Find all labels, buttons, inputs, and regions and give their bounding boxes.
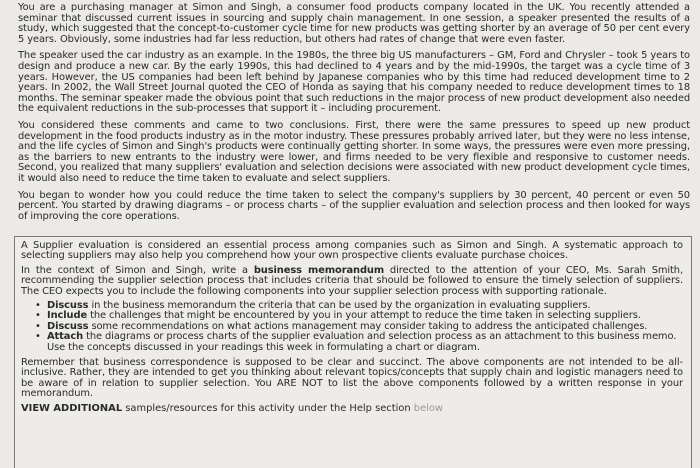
bullet-lead: Discuss bbox=[47, 320, 89, 332]
view-additional-text: samples/resources for this activity under the Help section bbox=[122, 402, 414, 414]
bullet-lead: Include bbox=[47, 310, 88, 322]
view-additional-link[interactable]: below bbox=[413, 402, 444, 414]
assignment-context bbox=[21, 266, 683, 297]
bullet-lead: Attach bbox=[47, 331, 84, 343]
assignment-box bbox=[14, 236, 692, 468]
requirements-list bbox=[39, 301, 683, 353]
bullet-text: the challenges that might be encountered by you in your attempt to reduce the time taken in selecting suppliers. bbox=[87, 310, 641, 322]
bullet-text: the diagrams or process charts of the supplier evaluation and selection process as an attachment to this business memo. Use the concepts discussed in your readings this week in formulating a chart or diagram. bbox=[47, 331, 677, 353]
bullet-lead: Discuss bbox=[47, 300, 89, 312]
bullet-text: in the business memorandum the criteria that can be used by the organization in evaluating suppliers. bbox=[88, 300, 591, 312]
scenario-paragraph-4: You began to wonder how you could reduce the time taken to select the company's suppliers by 30 percent, 40 percent or even 50 percent. You started by drawing diagrams – or process charts – of the supplier evaluation and selection process and then looked for ways of improving the core operations. bbox=[18, 189, 690, 222]
context-pre: In the context of Simon and Singh, write a bbox=[21, 264, 254, 276]
assignment-intro: A Supplier evaluation is considered an essential process among companies such as Simon and Singh. A systematic approach to selecting suppliers may also help you comprehend how your own prospective clients evaluate purchase choices. bbox=[21, 240, 683, 262]
scenario-paragraph-3: You considered these comments and came to two conclusions. First, there were the same pressures to speed up new product development in the food products industry as in the motor industry. These pressures probably arrived later, but they were no less intense, and the life cycles of Simon and Singh's products were continually getting shorter. In some ways, the pressures were even more pressing, as the barriers to new entrants to the industry were lower, and firms needed to be very flexible and responsive to customer needs. Second, you realized that many suppliers' evaluation and selection decisions were associated with new product development cycle times, it would also need to reduce the time taken to evaluate and select suppliers. bbox=[18, 119, 690, 184]
scenario-paragraph-2: The speaker used the car industry as an example. In the 1980s, the three big US manufacturers – GM, Ford and Chrysler – took 5 years to design and produce a new car. By the early 1990s, this had declined to 4 years and by the mid-1990s, the target was a cycle time of 3 years. However, the US companies had been left behind by Japanese companies who by this time had reduced development time to 2 years. In 2002, the Wall Street Journal quoted the CEO of Honda as saying that his company needed to reduce development times to 18 months. The seminar speaker made the obvious point that such reductions in the major process of new product development also needed the equivalent reductions in the sub-processes that support it – including procurement. bbox=[18, 50, 690, 115]
view-additional-line bbox=[21, 404, 683, 414]
view-additional-label: VIEW ADDITIONAL bbox=[21, 402, 123, 414]
context-bold: business memorandum bbox=[253, 264, 385, 276]
list-item bbox=[39, 332, 683, 353]
context-post: directed to the attention of your CEO, Ms. Sarah Smith, recommending the supplier selection process that includes criteria that should be followed to ensure the timely selection of suppliers. The CEO expects you to include the following components into your supplier selection process with supporting rationale. bbox=[21, 264, 684, 297]
scenario-section bbox=[18, 3, 690, 228]
bullet-text: some recommendations on what actions management may consider taking to address the anticipated challenges. bbox=[88, 320, 648, 332]
assignment-reminder: Remember that business correspondence is supposed to be clear and succinct. The above components are not intended to be all-inclusive. Rather, they are intended to get you thinking about relevant topics/concepts that supply chain and logistic managers need to be aware of in relation to supplier selection. You ARE NOT to list the above components followed by a written response in your memorandum. bbox=[21, 357, 683, 400]
scenario-paragraph-1: You are a purchasing manager at Simon and Singh, a consumer food products company located in the UK. You recently attended a seminar that discussed current issues in sourcing and supply chain management. In one session, a speaker presented the results of a study, which suggested that the concept-to-customer cycle time for new products was getting shorter by an average of 50 per cent every 5 years. Obviously, some industries had far less reduction, but others had rates of change that were even faster. bbox=[18, 2, 690, 45]
